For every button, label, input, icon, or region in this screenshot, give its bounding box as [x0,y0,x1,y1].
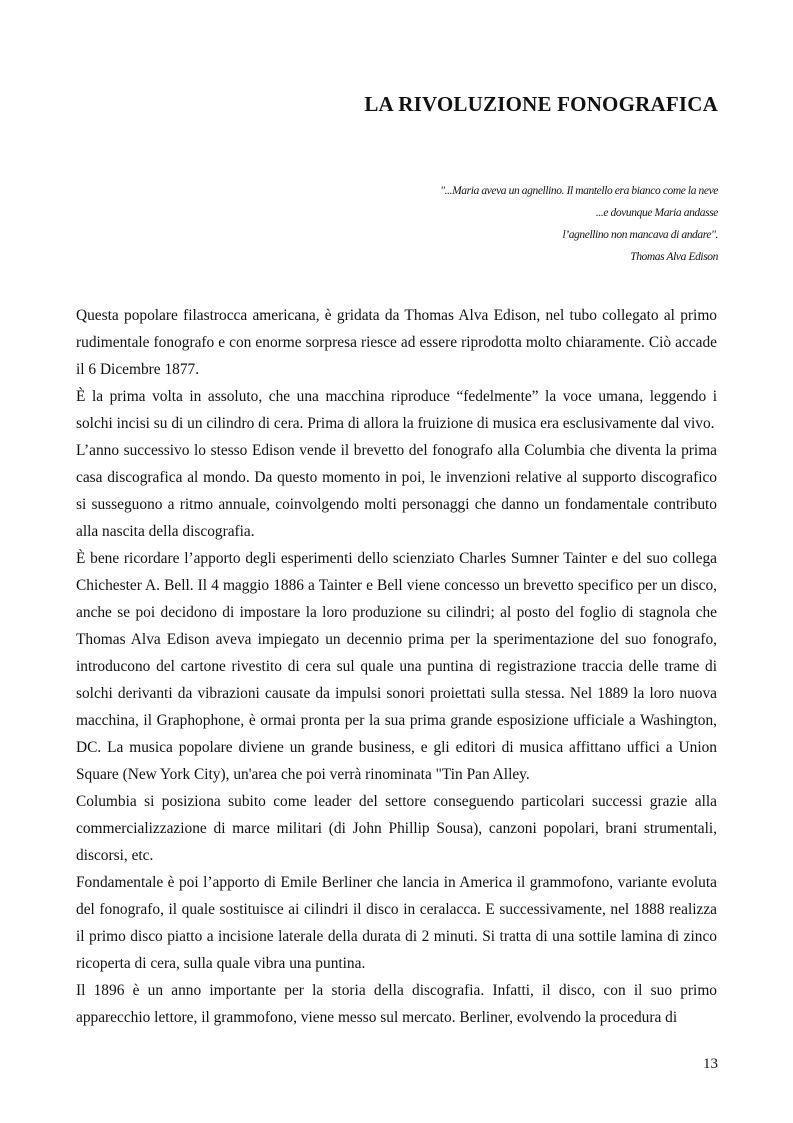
epigraph-line: ...e dovunque Maria andasse [595,207,718,219]
epigraph-author: Thomas Alva Edison [630,251,718,263]
paragraph: È bene ricordare l’apporto degli esperimenti dello scienziato Charles Sumner Tainter e del suo collega Chichester A. Bell. Il 4 maggio 1886 a Tainter e Bell viene concesso un brevetto specifico per un disco, anche se poi decidono di impostare la loro produzione su cilindri; al posto del foglio di stagnola che Thomas Alva Edison aveva impiegato un decennio prima per la sperimentazione del suo fonografo, introducono del cartone rivestito di cera sul quale una puntina di registrazione traccia delle trame di solchi derivanti da vibrazioni causate da impulsi sonori proiettati sulla stessa. Nel 1889 la loro nuova macchina, il Graphophone, è ormai pronta per la sua prima grande esposizione ufficiale a Washington, DC. La musica popolare diviene un grande business, e gli editori di musica affittano uffici a Union Square (New York City), un'area che poi verrà rinominata "Tin Pan Alley. [76,550,717,783]
paragraph: Fondamentale è poi l’apporto di Emile Berliner che lancia in America il grammofono, variante evoluta del fonografo, il quale sostituisce ai cilindri il disco in ceralacca. E successivamente, nel 1888 realizza il primo disco piatto a incisione laterale della durata di 2 minuti. Si tratta di una sottile lamina di zinco ricoperta di cera, sulla quale vibra una puntina. [76,874,717,972]
page-number: 13 [703,1056,718,1072]
epigraph [298,180,718,268]
paragraph: È la prima volta in assoluto, che una macchina riproduce “fedelmente” la voce umana, leggendo i solchi incisi su di un cilindro di cera. Prima di allora la fruizione di musica era esclusivamente dal vivo. [76,388,717,432]
epigraph-line: l’agnellino non mancava di andare". [562,229,718,241]
paragraph: Questa popolare filastrocca americana, è gridata da Thomas Alva Edison, nel tubo collegato al primo rudimentale fonografo e con enorme sorpresa riesce ad essere riprodotta molto chiaramente. Ciò accade il 6 Dicembre 1877. [76,307,717,378]
body-text [76,302,717,1031]
paragraph: L’anno successivo lo stesso Edison vende il brevetto del fonografo alla Columbia che diventa la prima casa discografica al mondo. Da questo momento in poi, le invenzioni relative al supporto discografico si susseguono a ritmo annuale, coinvolgendo molti personaggi che danno un fondamentale contributo alla nascita della discografia. [76,442,717,540]
page-title: LA RIVOLUZIONE FONOGRAFICA [364,92,718,116]
paragraph: Columbia si posiziona subito come leader del settore conseguendo particolari successi grazie alla commercializzazione di marce militari (di John Phillip Sousa), canzoni popolari, brani strumentali, discorsi, etc. [76,793,717,864]
paragraph: Il 1896 è un anno importante per la storia della discografia. Infatti, il disco, con il suo primo apparecchio lettore, il grammofono, viene messo sul mercato. Berliner, evolvendo la procedura di [76,982,717,1026]
epigraph-line: "...Maria aveva un agnellino. Il mantello era bianco come la neve [440,185,718,197]
